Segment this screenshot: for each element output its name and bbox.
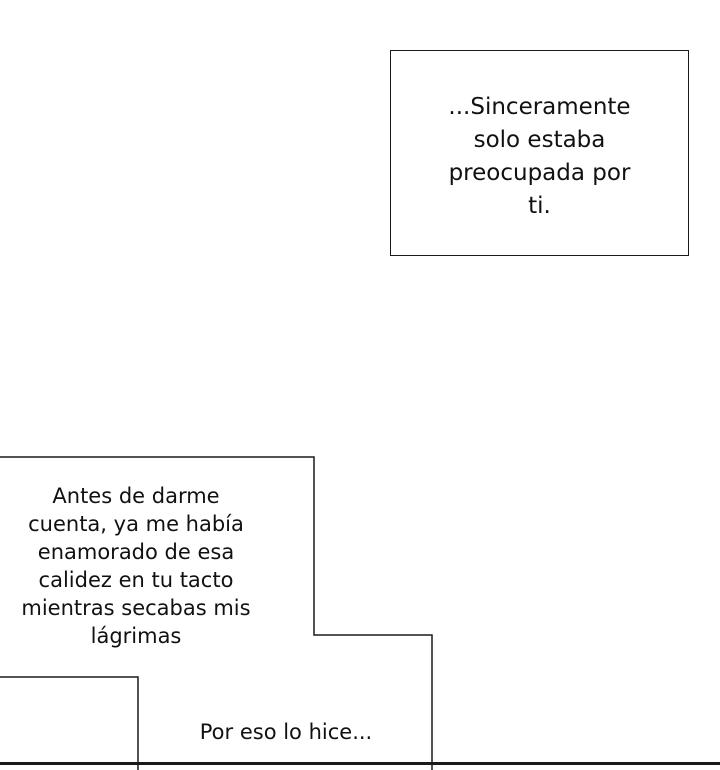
- caption-line: cuenta, ya me había: [28, 512, 244, 536]
- caption-box-top: [390, 50, 689, 256]
- caption-line: enamorado de esa: [37, 540, 235, 564]
- caption-line: lágrimas: [90, 624, 182, 648]
- caption-line: calidez en tu tacto: [38, 568, 234, 592]
- caption-text-middle: [0, 482, 272, 650]
- caption-line: Antes de darme: [52, 484, 220, 508]
- caption-line: ti.: [528, 193, 551, 219]
- caption-line: ...Sinceramente: [448, 94, 631, 120]
- caption-line: preocupada por: [448, 160, 631, 186]
- caption-text-top: [448, 91, 630, 223]
- caption-line: mientras secabas mis: [21, 596, 251, 620]
- panel-divider: [0, 762, 720, 765]
- caption-text-bottom: Por eso lo hice...: [199, 720, 373, 744]
- caption-line: solo estaba: [473, 127, 606, 153]
